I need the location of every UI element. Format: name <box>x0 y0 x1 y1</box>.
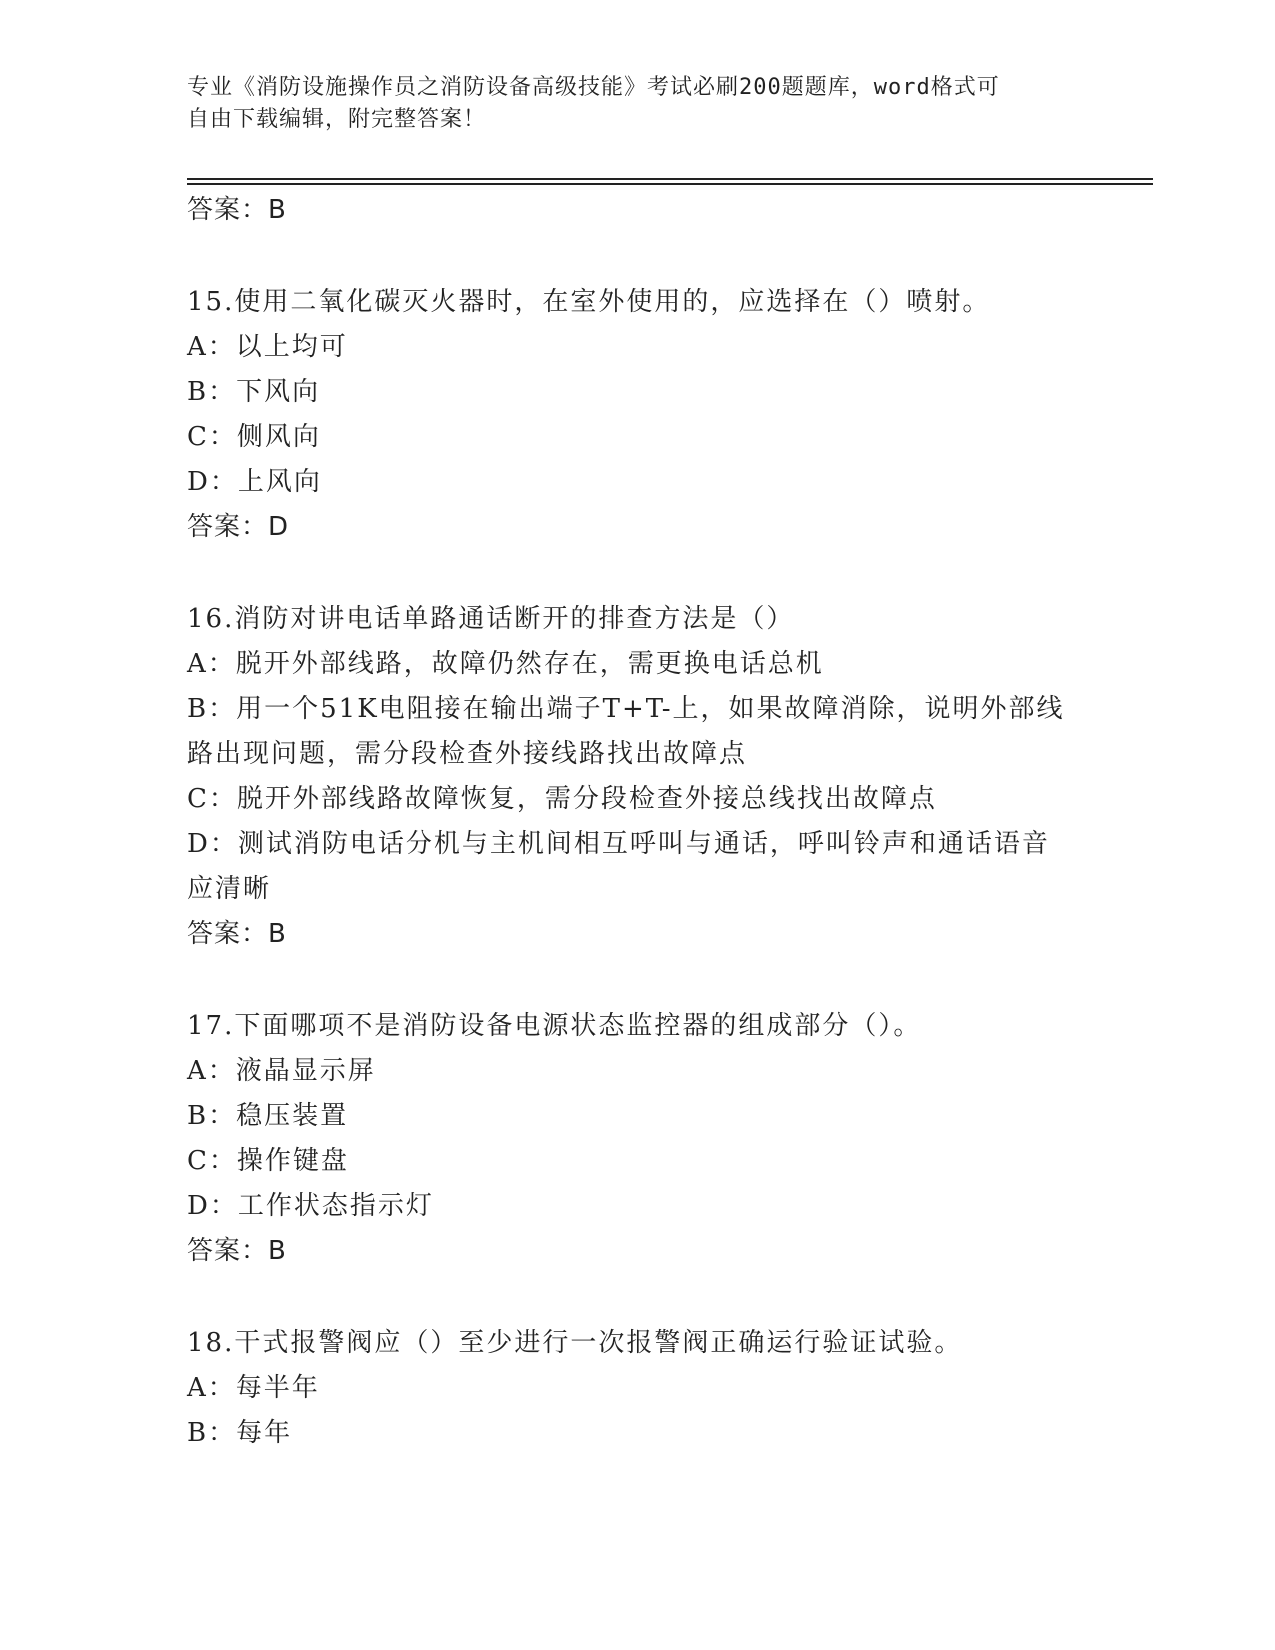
option-c: C：操作键盘 <box>187 1146 349 1176</box>
header-divider-top <box>187 178 1153 180</box>
question-list <box>187 188 1087 1456</box>
answer-line: 答案：B <box>187 195 287 225</box>
question-block-17 <box>187 1004 1087 1274</box>
document-header <box>187 72 1087 136</box>
question-text: 18.干式报警阀应（）至少进行一次报警阀正确运行验证试验。 <box>187 1328 963 1358</box>
question-block-15 <box>187 280 1087 550</box>
option-b: B：用一个51K电阻接在输出端子T+T-上，如果故障消除，说明外部线路出现问题，需分段检查外接线路找出故障点 <box>187 694 1065 769</box>
option-b: B：下风向 <box>187 377 321 407</box>
answer-line: 答案：D <box>187 512 290 542</box>
question-block-18 <box>187 1321 1087 1456</box>
option-c: C：脱开外部线路故障恢复，需分段检查外接总线找出故障点 <box>187 784 937 814</box>
option-a: A：以上均可 <box>187 332 348 362</box>
option-a: A：脱开外部线路，故障仍然存在，需更换电话总机 <box>187 649 824 679</box>
option-a: A：液晶显示屏 <box>187 1056 376 1086</box>
header-line-1: 专业《消防设施操作员之消防设备高级技能》考试必刷200题题库，word格式可 <box>187 75 1000 100</box>
option-b: B：每年 <box>187 1418 293 1448</box>
option-d: D：工作状态指示灯 <box>187 1191 434 1221</box>
option-a: A：每半年 <box>187 1373 320 1403</box>
option-b: B：稳压装置 <box>187 1101 349 1131</box>
option-d: D：测试消防电话分机与主机间相互呼叫与通话，呼叫铃声和通话语音应清晰 <box>187 829 1050 904</box>
answer-line: 答案：B <box>187 1236 287 1266</box>
answer-line: 答案：B <box>187 919 287 949</box>
option-c: C：侧风向 <box>187 422 321 452</box>
question-text: 16.消防对讲电话单路通话断开的排查方法是（） <box>187 604 795 634</box>
header-line-2: 自由下载编辑，附完整答案！ <box>187 107 487 132</box>
question-block-16 <box>187 597 1087 957</box>
question-text: 17.下面哪项不是消防设备电源状态监控器的组成部分（）。 <box>187 1011 922 1041</box>
header-divider-bottom <box>187 183 1153 185</box>
question-text: 15.使用二氧化碳灭火器时，在室外使用的，应选择在（）喷射。 <box>187 287 991 317</box>
option-d: D：上风向 <box>187 467 322 497</box>
